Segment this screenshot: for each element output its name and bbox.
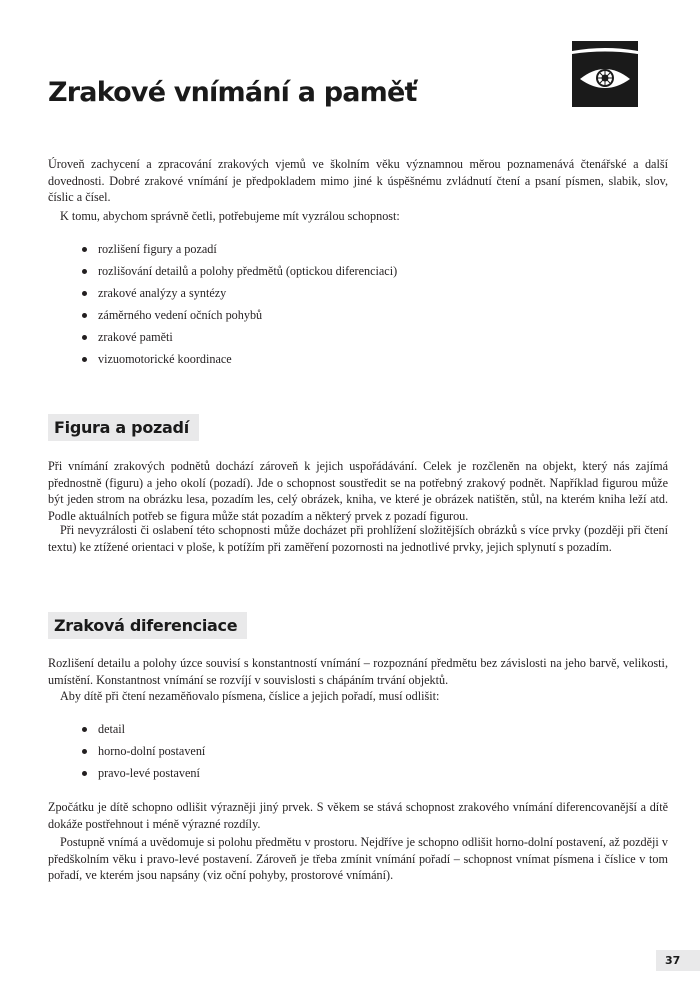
bullet-icon (82, 269, 87, 274)
section-heading-figure-ground: Figura a pozadí (48, 414, 199, 441)
section-heading-visual-differentiation: Zraková diferenciace (48, 612, 247, 639)
list-item: detail (82, 721, 205, 743)
figure-ground-paragraph: Při vnímání zrakových podnětů dochází zároveň k jejich uspořádávání. Celek je rozčleněn na objekt, který nás zajímá přednostně (figuru) a jeho okolí (pozadí). Jde o schopnost soustředit se na potřebný zrakový podnět. Například figurou může být jeden strom na obrázku lesa, pozadím les, celý obrázek, kniha, ve které je obrázek natištěn, stůl, na kterém kniha leží atd. Podle aktuálních potřeb se figura může stát pozadím a některý prvek z pozadí figurou. (48, 459, 668, 523)
list-item: zrakové paměti (82, 329, 397, 351)
list-item: zrakové analýzy a syntézy (82, 285, 397, 307)
list-item: záměrného vedení očních pohybů (82, 307, 397, 329)
skills-list (82, 241, 397, 373)
page-number: 37 (656, 950, 700, 971)
intro-paragraph: Úroveň zachycení a zpracování zrakových vjemů ve školním věku významnou měrou poznamenává čtenářské a další dovednosti. Dobré zrakové vnímání je předpokladem mimo jiné k úspěšnému zvládnutí čtení a psaní písmen, slabik, slov, číslic a čísel. (48, 157, 668, 204)
bullet-icon (82, 771, 87, 776)
bullet-icon (82, 749, 87, 754)
page-title: Zrakové vnímání a paměť (48, 77, 417, 108)
differentiation-paragraph: Rozlišení detailu a polohy úzce souvisí s konstantností vnímání – rozpoznání předmětu bez závislosti na jeho barvě, velikosti, umístění. Konstantnost vnímání se rozvíjí v souvislosti s chápáním trvání objektů. (48, 656, 668, 687)
bullet-icon (82, 357, 87, 362)
eye-icon (572, 41, 638, 107)
intro-lead-in: K tomu, abychom správně četli, potřebujeme mít vyzrálou schopnost: (60, 209, 400, 223)
figure-ground-paragraph-2: Při nevyzrálosti či oslabení této schopnosti může docházet při prohlížení složitějších obrázků s více prvky (později při čtení textu) ke ztížené orientaci v ploše, k potížím při zaměření pozornosti na jednotlivé prvky, jejich splynutí s pozadím. (48, 523, 668, 554)
bullet-icon (82, 247, 87, 252)
list-item: vizuomotorické koordinace (82, 351, 397, 373)
bullet-icon (82, 291, 87, 296)
eye-logo (572, 41, 638, 107)
differentiation-paragraph-4: Postupně vnímá a uvědomuje si polohu předmětu v prostoru. Nejdříve je schopno odlišit horno-dolní postavení, až později v předškolním věku i pravo-levé postavení. Zároveň je třeba zmínit vnímání pořadí – schopnost vnímat písmena i číslice v tom pořadí, ve kterém jsou napsány (viz oční pohyby, prostorové vnímání). (48, 835, 668, 882)
differentiation-lead-in: Aby dítě při čtení nezaměňovalo písmena, číslice a jejich pořadí, musí odlišit: (60, 689, 440, 703)
list-item: pravo-levé postavení (82, 765, 205, 787)
differentiation-list (82, 721, 205, 787)
differentiation-paragraph-3: Zpočátku je dítě schopno odlišit výrazněji jiný prvek. S věkem se stává schopnost zrakového vnímání diferencovanější a dítě dokáže postřehnout i méně výrazné rozdíly. (48, 800, 668, 831)
list-item: rozlišování detailů a polohy předmětů (optickou diferenciaci) (82, 263, 397, 285)
bullet-icon (82, 335, 87, 340)
list-item: horno-dolní postavení (82, 743, 205, 765)
bullet-icon (82, 313, 87, 318)
bullet-icon (82, 727, 87, 732)
list-item: rozlišení figury a pozadí (82, 241, 397, 263)
